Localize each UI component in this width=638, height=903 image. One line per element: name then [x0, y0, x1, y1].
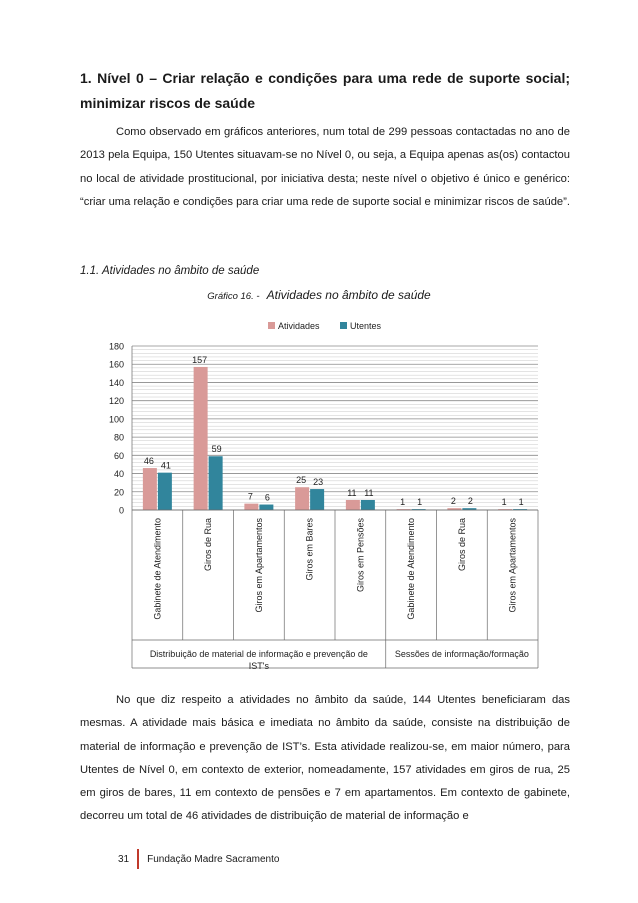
data-label: 25 — [296, 475, 307, 486]
y-tick-label: 20 — [113, 487, 124, 498]
data-label: 7 — [247, 491, 253, 502]
legend-swatch-utentes — [340, 322, 347, 329]
data-label: 11 — [347, 487, 357, 498]
data-label: 23 — [313, 477, 324, 488]
data-label: 41 — [160, 460, 171, 471]
y-tick-label: 160 — [108, 359, 124, 370]
y-tick-label: 80 — [113, 432, 124, 443]
bar-utentes — [209, 456, 223, 510]
data-label: 59 — [211, 444, 222, 455]
y-tick-label: 60 — [113, 450, 124, 461]
x-category-label: Giros de Rua — [456, 518, 467, 572]
section-heading: 1. Nível 0 – Criar relação e condições para uma rede de suporte social; minimizar riscos de saúde — [80, 70, 570, 111]
data-label: 2 — [450, 496, 456, 507]
figure-title: Atividades no âmbito de saúde — [266, 288, 431, 302]
subsection-heading: 1.1. Atividades no âmbito de saúde — [80, 265, 260, 277]
chart-x-axis — [132, 510, 538, 671]
y-tick-label: 180 — [108, 341, 124, 352]
figure-label: Gráfico 16. - — [207, 291, 260, 302]
page-footer — [118, 849, 279, 869]
data-label: 2 — [467, 496, 473, 507]
chart-gridlines — [132, 346, 538, 510]
bar-atividades — [143, 468, 157, 510]
data-label: 11 — [364, 487, 374, 498]
bar-atividades — [346, 500, 360, 510]
chart-y-axis — [109, 342, 132, 516]
y-tick-label: 140 — [108, 377, 124, 388]
x-category-label: Giros em Bares — [304, 518, 315, 581]
data-label: 1 — [400, 497, 406, 508]
bar-utentes — [310, 489, 324, 510]
legend-label-atividades: Atividades — [278, 321, 320, 331]
y-tick-label: 100 — [108, 414, 124, 425]
page-number: 31 — [118, 853, 130, 865]
intro-paragraph: Como observado em gráficos anteriores, num total de 299 pessoas contactadas no ano de 2013 pela Equipa, 150 Utentes situavam-se no Nível 0, ou seja, a Equipa apenas as(os) contactou no local de atividade prostitucional, por iniciativa desta; neste nível o objetivo é único e genérico: “criar uma relação e condições para criar uma rede de suporte social e minimizar riscos de saúde”. — [80, 126, 570, 208]
bar-atividades — [244, 504, 258, 510]
x-category-label: Gabinete de Atendimento — [152, 518, 163, 620]
x-group-label-line2: IST's — [248, 661, 269, 671]
x-category-label: Giros de Rua — [203, 518, 214, 572]
chart-legend — [268, 321, 382, 331]
footer-organization: Fundação Madre Sacramento — [147, 853, 280, 865]
data-label: 1 — [518, 497, 524, 508]
bar-utentes — [158, 473, 172, 510]
data-label: 1 — [417, 497, 423, 508]
data-label: 6 — [264, 492, 270, 503]
legend-swatch-atividades — [268, 322, 275, 329]
x-category-label: Giros em Apartamentos — [507, 518, 518, 613]
bar-utentes — [259, 505, 273, 510]
chart-bars — [143, 367, 527, 510]
bar-utentes — [361, 500, 375, 510]
legend-label-utentes: Utentes — [350, 321, 382, 331]
data-label: 1 — [501, 497, 507, 508]
data-label: 46 — [143, 456, 154, 467]
y-tick-label: 0 — [118, 505, 124, 516]
bar-atividades — [194, 367, 208, 510]
bar-atividades — [295, 487, 309, 510]
body-paragraph: No que diz respeito a atividades no âmbito da saúde, 144 Utentes beneficiaram das mesmas. A atividade mais básica e imediata no âmbito da saúde, consiste na distribuição de material de informação e prevenção de IST’s. Esta atividade realizou-se, em maior número, para Utentes de Nível 0, em contexto de exterior, nomeadamente, 157 atividades em giros de rua, 25 em giros de bares, 11 em contexto de pensões e 7 em apartamentos. Em contexto de gabinete, decorreu um total de 46 atividades de distribuição de material de informação e — [80, 694, 570, 823]
data-label: 157 — [192, 354, 208, 365]
x-group-label: Sessões de informação/formação — [394, 649, 529, 659]
y-tick-label: 120 — [108, 396, 124, 407]
footer-divider — [137, 849, 139, 869]
x-group-label: Distribuição de material de informação e prevenção de — [149, 649, 368, 659]
y-tick-label: 40 — [113, 469, 124, 480]
x-category-label: Giros em Pensões — [355, 518, 366, 593]
x-category-label: Giros em Apartamentos — [253, 518, 264, 613]
x-category-label: Gabinete de Atendimento — [406, 518, 417, 620]
